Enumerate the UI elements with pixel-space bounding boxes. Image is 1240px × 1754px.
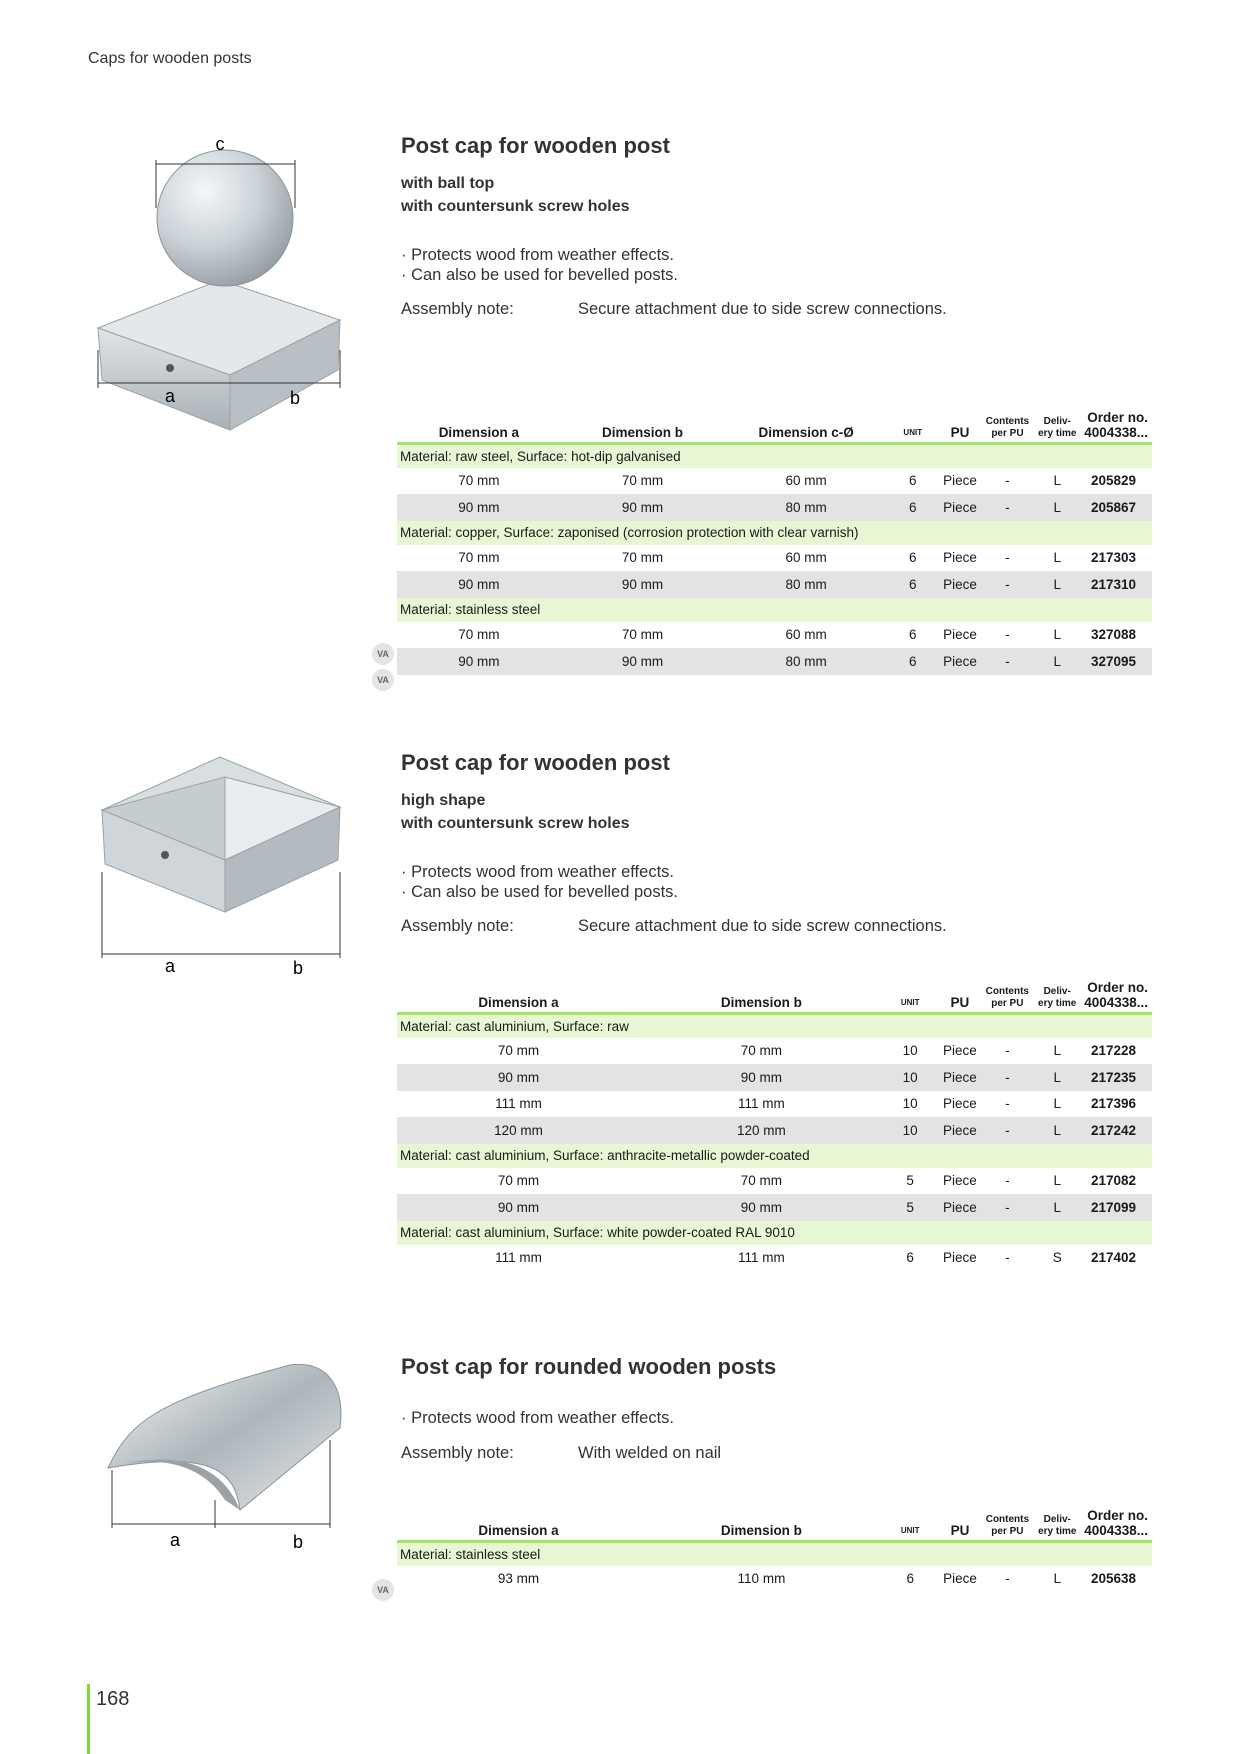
assembly-note-text: With welded on nail [578,1444,722,1462]
header-delivery: Deliv- ery time [1032,410,1082,444]
table-row: 70 mm 70 mm 60 mm 6 Piece - L 327088 [458,627,1136,643]
table-row: 90 mm 90 mm 10 Piece - L 217235 [397,1064,1152,1091]
header-order-no: Order no. 4004338... [1082,1508,1152,1542]
dimension-a-label: a [164,956,176,976]
stainless-steel-badge: VA [372,1579,394,1601]
subtitle-line: with countersunk screw holes [401,815,630,832]
rounded-cap-figure [90,1360,375,1560]
material-row: Material: raw steel, Surface: hot-dip galvanised [397,444,1152,468]
material-row: Material: cast aluminium, Surface: anthracite-metallic powder-coated [397,1144,1152,1168]
section-subtitle [401,172,630,218]
assembly-note [401,917,947,936]
section-title: Post cap for wooden post [401,133,670,158]
header-contents: Contents per PU [982,1508,1032,1542]
stainless-steel-badge: VA [372,669,394,691]
subtitle-line: high shape [401,792,486,809]
assembly-note-label: Assembly note: [401,917,514,935]
header-dimension-c: Dimension c-Ø [724,410,888,444]
assembly-note [401,300,947,319]
table-row: 90 mm 90 mm 80 mm 6 Piece - L 327095 [397,648,1152,675]
feature-item: · Can also be used for bevelled posts. [401,265,678,285]
header-dimension-a: Dimension a [397,1508,640,1542]
running-head: Caps for wooden posts [88,50,252,67]
table-row: 93 mm 110 mm 6 Piece - L 205638 [497,1571,1136,1587]
table-row: 111 mm 111 mm 10 Piece - L 217396 [495,1096,1136,1112]
header-unit: UNIT [888,410,938,444]
table-row: 70 mm 70 mm 60 mm 6 Piece - L 205829 [458,473,1136,489]
subtitle-line: with countersunk screw holes [401,198,630,215]
stainless-steel-badge: VA [372,643,394,665]
material-row: Material: copper, Surface: zaponised (corrosion protection with clear varnish) [397,521,1152,545]
feature-item: · Protects wood from weather effects. [401,245,678,265]
header-dimension-b: Dimension b [640,1508,883,1542]
feature-item: · Protects wood from weather effects. [401,1408,674,1428]
assembly-note [401,1444,721,1463]
table-row: 111 mm 111 mm 6 Piece - S 217402 [495,1250,1136,1266]
table-row: 70 mm 70 mm 5 Piece - L 217082 [497,1173,1136,1189]
header-order-no: Order no. 4004338... [1082,980,1152,1014]
dimension-b-label: b [292,958,304,977]
assembly-note-label: Assembly note: [401,1444,514,1462]
table-row: 70 mm 70 mm 60 mm 6 Piece - L 217303 [458,550,1136,566]
header-contents: Contents per PU [982,410,1032,444]
dimension-a-label: a [164,386,176,406]
page-number-bar [87,1684,90,1754]
header-pu: PU [937,980,982,1014]
header-dimension-b: Dimension b [640,980,883,1014]
high-shape-cap-figure [90,752,375,977]
material-row: Material: stainless steel [397,1542,1152,1566]
header-delivery: Deliv- ery time [1032,1508,1082,1542]
spec-table [397,1508,1152,1592]
dimension-a-label: a [169,1530,181,1550]
header-unit: UNIT [883,980,938,1014]
section-title: Post cap for rounded wooden posts [401,1354,777,1379]
material-row: Material: cast aluminium, Surface: raw [397,1014,1152,1038]
header-pu: PU [938,410,983,444]
material-row: Material: stainless steel [397,598,1152,622]
spec-table [397,410,1152,675]
spec-table [397,980,1152,1271]
dimension-b-label: b [292,1532,304,1552]
header-contents: Contents per PU [982,980,1032,1014]
ball-top-cap-figure [90,130,375,455]
dimension-c-label: c [215,134,225,154]
material-row: Material: cast aluminium, Surface: white powder-coated RAL 9010 [397,1221,1152,1245]
page-number: 168 [96,1688,130,1710]
assembly-note-text: Secure attachment due to side screw connections. [578,917,947,935]
header-pu: PU [938,1508,983,1542]
section-subtitle [401,789,630,835]
dimension-b-label: b [289,388,301,408]
header-delivery: Deliv- ery time [1032,980,1082,1014]
table-row: 90 mm 90 mm 80 mm 6 Piece - L 205867 [397,494,1152,521]
header-unit: UNIT [883,1508,938,1542]
subtitle-line: with ball top [401,175,495,192]
section-title: Post cap for wooden post [401,750,670,775]
feature-list [401,862,678,902]
feature-list [401,1408,674,1428]
header-order-no: Order no. 4004338... [1082,410,1152,444]
table-row: 120 mm 120 mm 10 Piece - L 217242 [397,1117,1152,1144]
header-dimension-a: Dimension a [397,980,640,1014]
header-dimension-b: Dimension b [561,410,725,444]
table-row: 70 mm 70 mm 10 Piece - L 217228 [497,1043,1136,1059]
feature-item: · Protects wood from weather effects. [401,862,678,882]
table-row: 90 mm 90 mm 5 Piece - L 217099 [397,1194,1152,1221]
assembly-note-label: Assembly note: [401,300,514,318]
assembly-note-text: Secure attachment due to side screw connections. [578,300,947,318]
table-row: 90 mm 90 mm 80 mm 6 Piece - L 217310 [397,571,1152,598]
feature-list [401,245,678,285]
header-dimension-a: Dimension a [397,410,561,444]
feature-item: · Can also be used for bevelled posts. [401,882,678,902]
